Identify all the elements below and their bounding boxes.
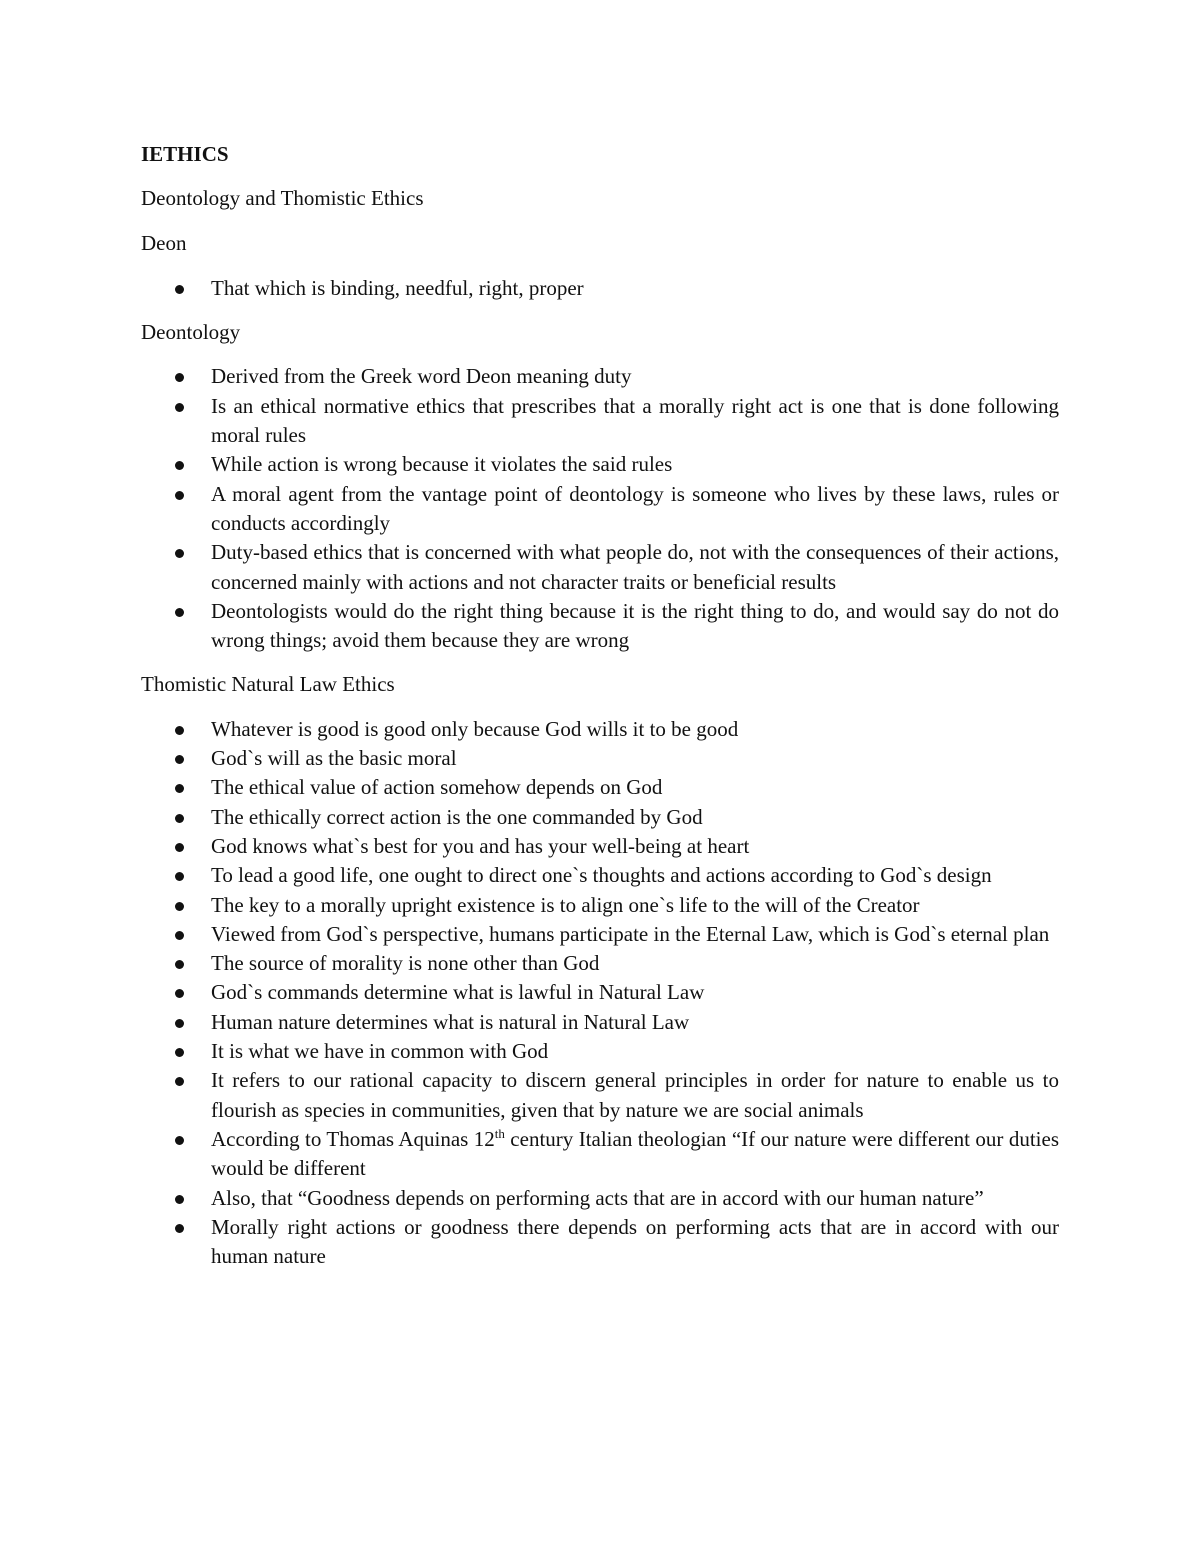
list-item-text: According to Thomas Aquinas 12 [211,1126,495,1151]
list-item [141,920,1059,949]
list-item [141,274,1059,303]
list-item-text: Whatever is good is good only because God wills it to be good [211,716,739,741]
list-item [141,538,1059,597]
superscript: th [494,1125,505,1141]
list-item-text: That which is binding, needful, right, proper [211,275,584,300]
list-item [141,891,1059,920]
list-item [141,597,1059,656]
list-item [141,392,1059,451]
document-sections [141,229,1059,1271]
bullet-icon [175,491,184,500]
document-subtitle: Deontology and Thomistic Ethics [141,186,424,211]
bullet-list [141,715,1059,1272]
list-item-text: To lead a good life, one ought to direct one`s thoughts and actions according to God`s design [211,863,992,888]
list-item [141,773,1059,802]
bullet-icon [175,549,184,558]
list-item [141,715,1059,744]
list-item-text: The key to a morally upright existence is to align one`s life to the will of the Creator [211,892,920,917]
list-item [141,949,1059,978]
bullet-icon [175,285,184,294]
list-item-text: God`s commands determine what is lawful in Natural Law [211,980,705,1005]
list-item [141,1125,1059,1184]
list-item-text: Is an ethical normative ethics that prescribes that a morally right act is one that is done following moral rules [211,393,1059,448]
bullet-icon [175,1048,184,1057]
bullet-icon [175,461,184,470]
list-item-text: God`s will as the basic moral [211,746,457,771]
list-item [141,362,1059,391]
list-item-text: Derived from the Greek word Deon meaning duty [211,364,632,389]
list-item-text: Viewed from God`s perspective, humans participate in the Eternal Law, which is God`s eternal plan [211,921,1050,946]
list-item-text: God knows what`s best for you and has your well-being at heart [211,833,750,858]
list-item-text: A moral agent from the vantage point of deontology is someone who lives by these laws, rules or conducts accordingly [211,481,1059,535]
section-heading: Deon [141,231,187,256]
list-item [141,1184,1059,1213]
bullet-icon [175,373,184,382]
list-item [141,861,1059,890]
bullet-icon [175,1077,184,1086]
bullet-icon [175,755,184,764]
list-item [141,450,1059,479]
list-item-text: Human nature determines what is natural in Natural Law [211,1009,690,1034]
list-item-text: Deontologists would do the right thing because it is the right thing to do, and would say do not do wrong things; avoid them because they are wrong [211,598,1059,653]
bullet-icon [175,872,184,881]
bullet-icon [175,784,184,793]
list-item-text: While action is wrong because it violates the said rules [211,452,673,477]
bullet-icon [175,1224,184,1233]
list-item-text: Also, that “Goodness depends on performing acts that are in accord with our human nature” [211,1185,984,1210]
bullet-list [141,362,1059,655]
list-item-text: Morally right actions or goodness there depends on performing acts that are in accord with our human nature [211,1214,1059,1269]
list-item-text: century Italian theologian “If our nature were different our duties would be different [211,1126,1059,1181]
bullet-icon [175,989,184,998]
list-item [141,744,1059,773]
bullet-icon [175,1195,184,1204]
document-title: IETHICS [141,142,229,166]
bullet-icon [175,814,184,823]
bullet-icon [175,608,184,617]
list-item [141,1066,1059,1125]
section-heading: Thomistic Natural Law Ethics [141,671,395,696]
bullet-icon [175,726,184,735]
list-item-text: It refers to our rational capacity to discern general principles in order for nature to enable us to flourish as species in communities, given that by nature we are social animals [211,1068,1059,1122]
bullet-icon [175,960,184,969]
list-item-text: The source of morality is none other than God [211,951,600,976]
document-page [141,140,1059,1286]
list-item [141,1008,1059,1037]
list-item-text: The ethical value of action somehow depends on God [211,775,663,800]
bullet-icon [175,902,184,911]
section-heading: Deontology [141,319,241,344]
bullet-icon [175,1019,184,1028]
list-item-text: Duty-based ethics that is concerned with what people do, not with the consequences of their actions, concerned mainly with actions and not character traits or beneficial results [211,540,1059,594]
list-item [141,978,1059,1007]
list-item [141,1037,1059,1066]
bullet-icon [175,403,184,412]
bullet-icon [175,843,184,852]
list-item [141,803,1059,832]
list-item-text: The ethically correct action is the one commanded by God [211,804,703,829]
list-item [141,1213,1059,1272]
list-item-text: It is what we have in common with God [211,1039,549,1064]
bullet-icon [175,931,184,940]
bullet-icon [175,1136,184,1145]
list-item [141,480,1059,539]
bullet-list [141,274,1059,303]
list-item [141,832,1059,861]
